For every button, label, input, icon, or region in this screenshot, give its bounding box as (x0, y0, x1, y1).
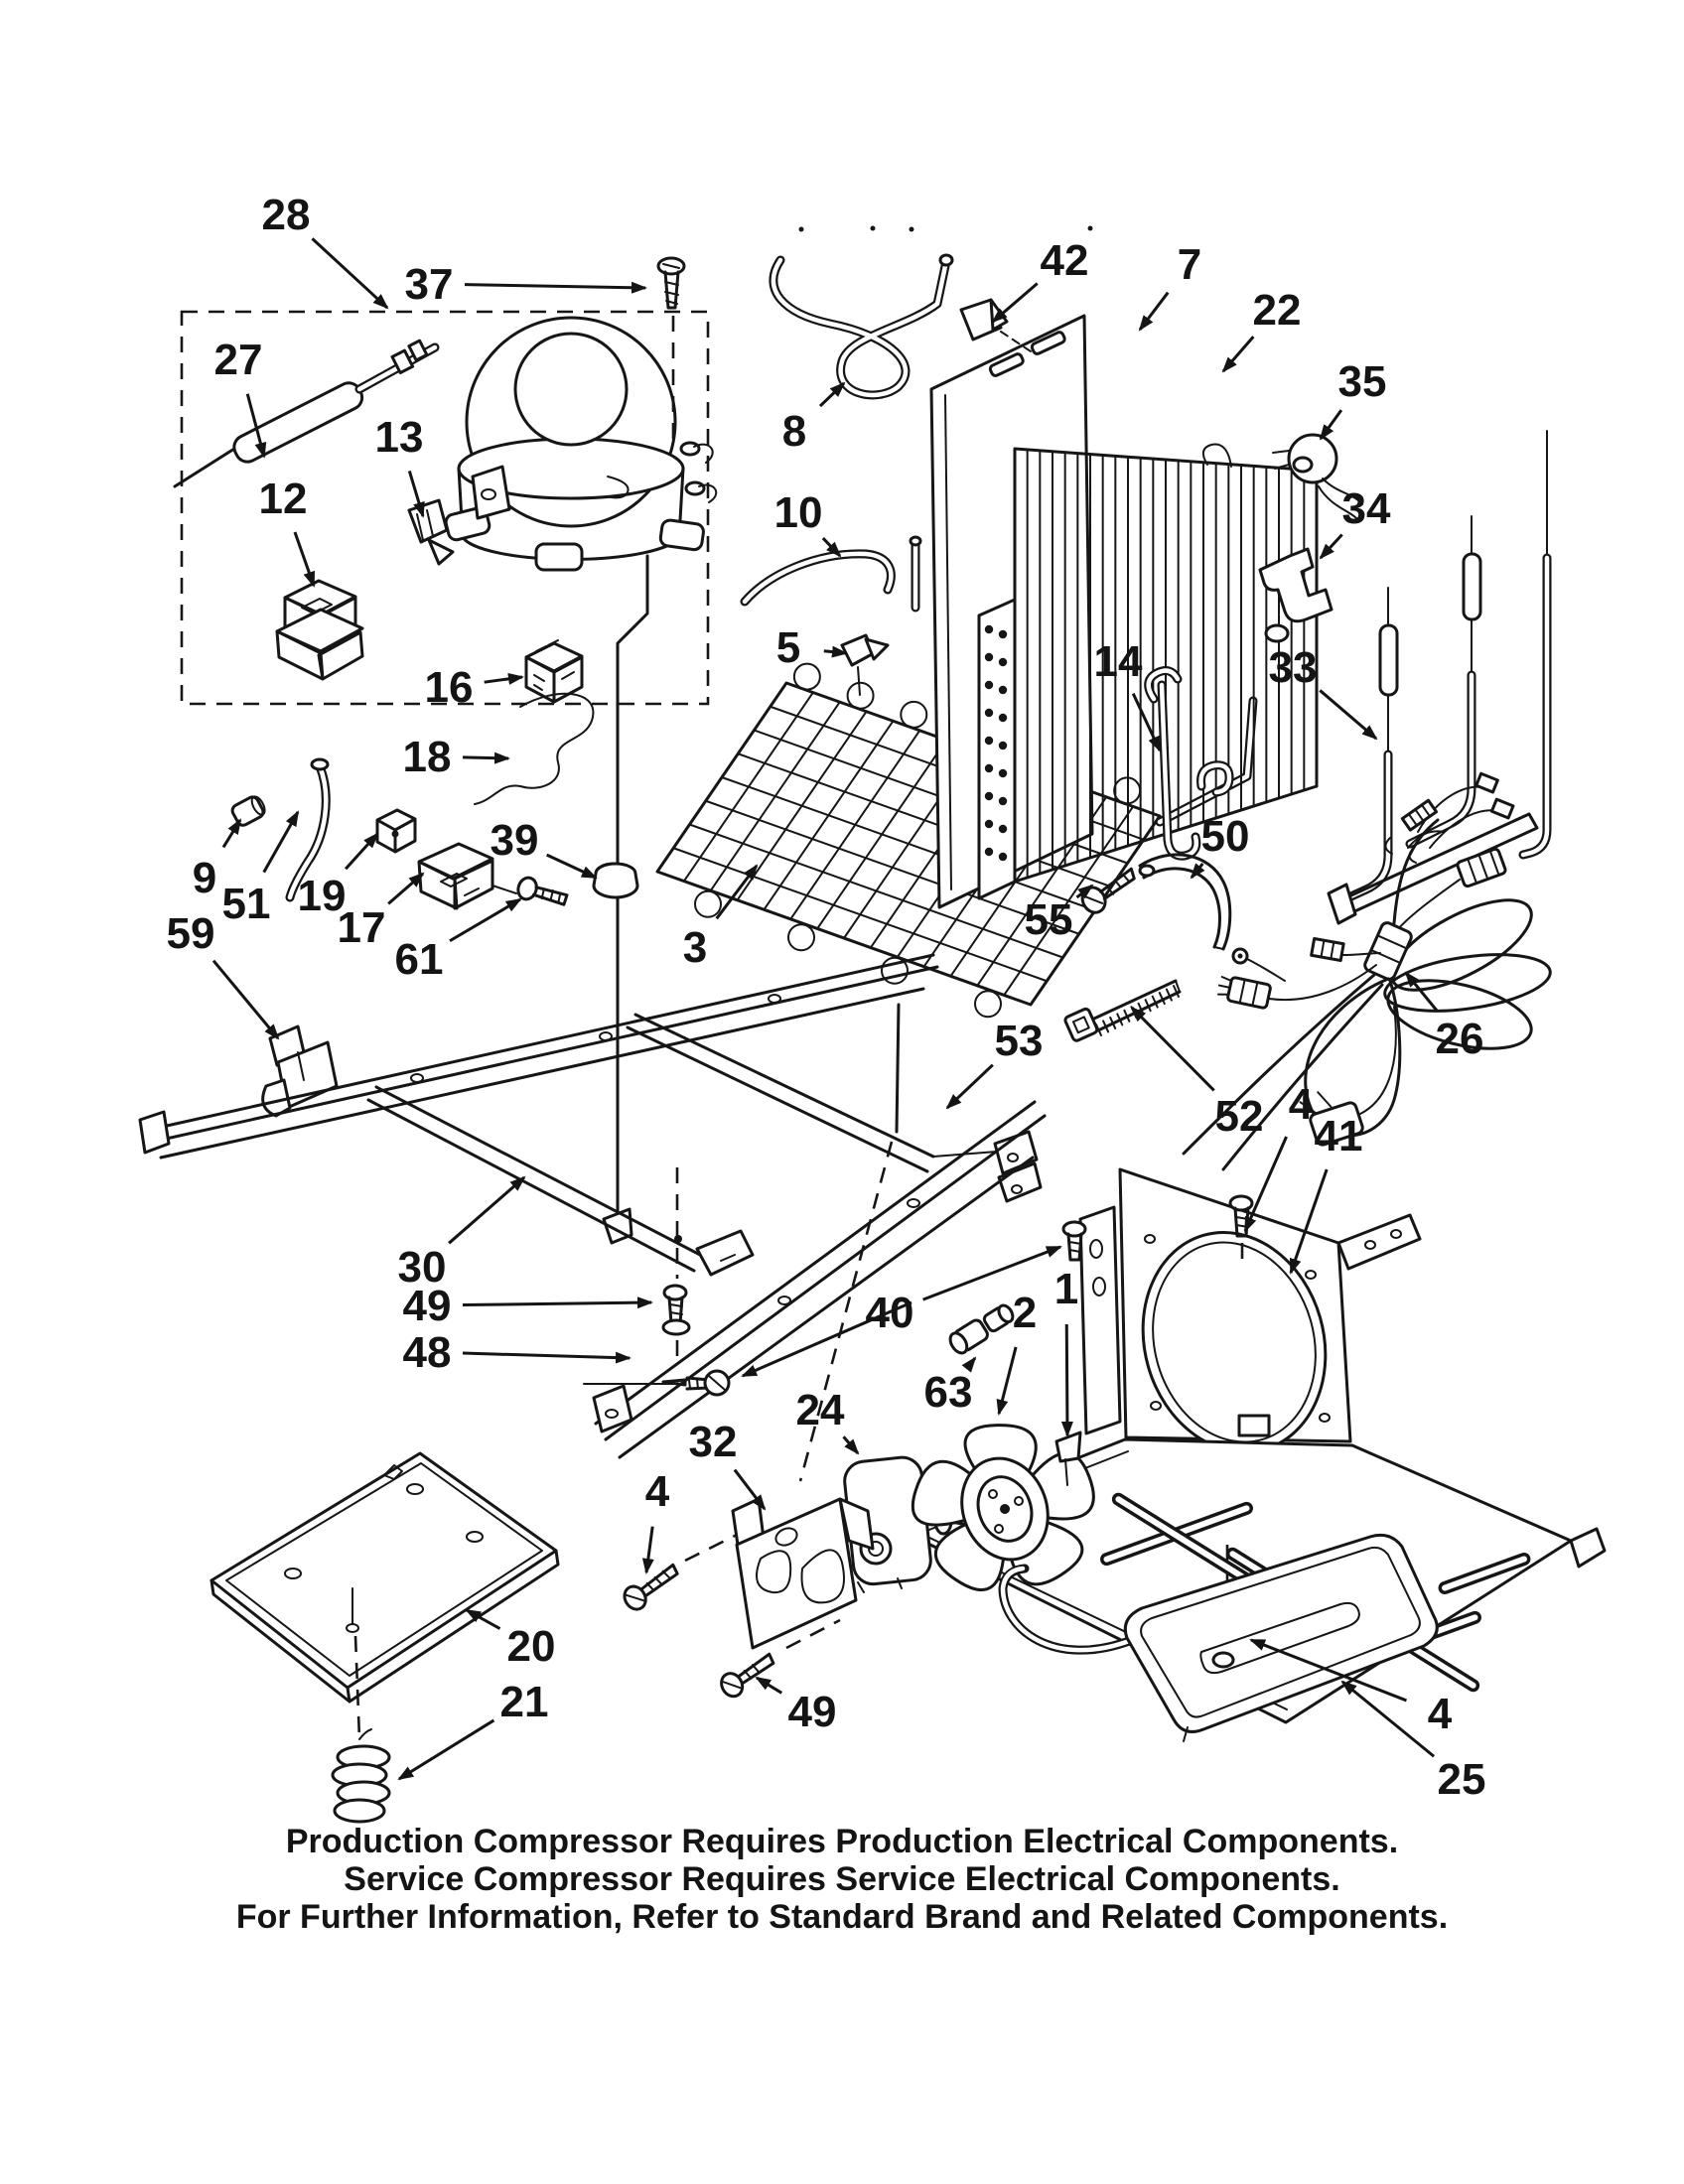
condenser-coil-dot (985, 792, 993, 800)
screw-40h (584, 1371, 729, 1395)
callout-label-7: 7 (1177, 240, 1202, 289)
callout-arrow-7 (1140, 293, 1168, 330)
condenser-coil-dot (985, 737, 993, 745)
callout-label-9: 9 (192, 854, 217, 902)
caption-line-2: Service Compressor Requires Service Electrical Components. (344, 1860, 1340, 1898)
evap-fin-line (684, 693, 813, 882)
condenser-coil-dot (985, 625, 993, 633)
callout-label-33: 33 (1268, 643, 1318, 692)
callout-label-55: 55 (1024, 895, 1073, 944)
callout-arrow-4 (1245, 1137, 1287, 1231)
callout-label-20: 20 (506, 1622, 556, 1671)
callout-arrow-16 (485, 677, 522, 682)
callout-label-30: 30 (397, 1243, 447, 1292)
diagram-caption (0, 1823, 1684, 1936)
callout-arrow-48 (463, 1353, 630, 1358)
callout-arrow-59 (213, 961, 278, 1038)
condenser-coil-dot (999, 742, 1007, 750)
callout-label-17: 17 (337, 903, 386, 952)
callout-arrow-21 (399, 1720, 493, 1779)
condenser-coil-dot (999, 769, 1007, 777)
caption-line-1: Production Compressor Requires Production Electrical Components. (285, 1823, 1399, 1860)
motor-bracket-32 (685, 1499, 873, 1648)
callout-arrow-49 (757, 1678, 781, 1693)
callout-label-39: 39 (490, 816, 539, 865)
condenser-coil-dot (985, 820, 993, 828)
relay-12 (277, 581, 362, 679)
callout-arrow-12 (295, 532, 314, 586)
condenser-clip-42 (961, 300, 1031, 351)
callout-label-63: 63 (923, 1368, 973, 1417)
compressor-line (604, 556, 647, 1243)
callout-label-34: 34 (1341, 484, 1391, 533)
callout-label-27: 27 (213, 336, 263, 384)
callout-label-37: 37 (404, 260, 454, 309)
callout-label-4: 4 (644, 1467, 670, 1516)
fan-shroud-41 (1118, 1169, 1420, 1473)
callout-arrow-28 (312, 238, 387, 308)
condenser-coil-dot (999, 797, 1007, 805)
callout-label-50: 50 (1200, 812, 1250, 861)
condenser-coil-dot (985, 764, 993, 772)
evap-hairpin-loop (975, 991, 1001, 1017)
condenser-tube-8 (773, 255, 952, 395)
callout-label-4: 4 (1288, 1080, 1314, 1129)
callout-arrow-4 (646, 1527, 652, 1572)
callout-arrow-40 (923, 1247, 1060, 1299)
callout-arrow-42 (993, 283, 1038, 322)
motor-coupler-63 (947, 1301, 1017, 1356)
frame-rails-30 (140, 955, 1041, 1275)
callout-arrow-35 (1321, 410, 1341, 439)
callout-arrow-52 (1132, 1008, 1214, 1090)
evap-fin-line (738, 712, 867, 900)
callout-label-42: 42 (1040, 236, 1089, 285)
callout-label-16: 16 (424, 663, 474, 712)
screw-4b (621, 1562, 684, 1613)
condenser-coil-dot (985, 681, 993, 689)
evap-fin-line (764, 721, 893, 909)
callout-arrow-34 (1321, 534, 1342, 558)
callout-label-41: 41 (1314, 1112, 1363, 1160)
condenser-coil-dot (999, 825, 1007, 833)
leader-arrow (743, 1302, 912, 1376)
condenser-coil-dot (999, 853, 1007, 861)
spacer-9 (230, 793, 268, 827)
condenser-coil-dot (999, 714, 1007, 722)
callout-arrow-1 (1066, 1324, 1067, 1435)
callout-label-13: 13 (374, 413, 424, 462)
callout-arrow-39 (547, 855, 596, 878)
callout-label-19: 19 (297, 872, 347, 920)
callout-label-10: 10 (773, 488, 823, 537)
callout-label-14: 14 (1093, 637, 1143, 686)
evap-fin-line (790, 731, 919, 919)
callout-arrow-5 (824, 651, 846, 653)
callout-label-51: 51 (221, 880, 271, 928)
callout-label-8: 8 (781, 407, 807, 456)
callout-label-32: 32 (688, 1418, 738, 1466)
evap-fin-line (817, 740, 946, 928)
callout-arrow-17 (388, 874, 423, 903)
block-19 (377, 810, 415, 852)
registration-dots (799, 226, 1093, 232)
evap-fin-line (711, 702, 840, 890)
callout-arrow-33 (1320, 690, 1376, 739)
condenser-coil-dot (985, 848, 993, 856)
cable-tie-52 (1064, 981, 1180, 1041)
callout-arrow-22 (1223, 337, 1253, 371)
callout-label-21: 21 (499, 1678, 549, 1726)
callout-arrow-8 (820, 383, 844, 406)
callout-arrow-51 (264, 812, 298, 873)
callout-label-2: 2 (1012, 1289, 1038, 1337)
grommet-39 (594, 864, 637, 897)
callout-label-40: 40 (865, 1289, 914, 1337)
callout-arrow-63 (970, 1358, 975, 1364)
callout-label-52: 52 (1214, 1092, 1264, 1141)
callout-arrow-49 (463, 1302, 651, 1305)
callout-label-59: 59 (166, 909, 215, 958)
callout-arrow-26 (1406, 973, 1437, 1011)
callout-arrow-37 (465, 285, 645, 288)
condenser-coil-dot (985, 653, 993, 661)
callout-label-18: 18 (402, 733, 452, 781)
bracket-34 (1260, 549, 1332, 641)
callout-label-22: 22 (1252, 286, 1302, 335)
callout-arrow-18 (463, 757, 508, 758)
callout-label-3: 3 (682, 923, 708, 972)
callout-label-48: 48 (402, 1328, 452, 1377)
callout-label-53: 53 (994, 1017, 1044, 1065)
overload-clip-13 (409, 500, 453, 564)
callout-label-25: 25 (1437, 1755, 1486, 1804)
callout-arrow-9 (223, 820, 240, 847)
callout-label-12: 12 (258, 475, 308, 523)
callout-label-5: 5 (775, 623, 801, 672)
callout-label-26: 26 (1435, 1015, 1484, 1063)
shroud-side-bracket (1080, 1207, 1120, 1433)
screw-49b (717, 1651, 778, 1701)
tube-clip-5 (842, 635, 888, 695)
callout-arrow-24 (844, 1436, 858, 1453)
evap-hairpin-loop (695, 891, 721, 917)
condenser-coil-dot (999, 658, 1007, 666)
caption-line-3: For Further Information, Refer to Standard Brand and Related Components. (235, 1898, 1449, 1936)
callout-label-1: 1 (1053, 1265, 1079, 1313)
callout-arrow-19 (346, 834, 377, 869)
callout-label-49: 49 (402, 1282, 452, 1330)
capacitor-16 (526, 640, 582, 702)
callout-arrow-53 (947, 1065, 993, 1108)
callout-label-49: 49 (787, 1688, 837, 1736)
callout-arrow-2 (999, 1347, 1016, 1414)
evap-hairpin-loop (788, 924, 814, 950)
condenser-coil-dot (999, 686, 1007, 694)
callout-label-4: 4 (1427, 1690, 1453, 1738)
compressor-illustration (444, 318, 716, 570)
callout-label-24: 24 (795, 1386, 845, 1434)
thermostat-wire-18 (475, 694, 593, 804)
condenser-coil-dot (985, 709, 993, 717)
callout-label-28: 28 (261, 191, 311, 239)
callout-label-61: 61 (394, 935, 444, 984)
callout-label-35: 35 (1337, 357, 1387, 406)
condenser-coil-dot (999, 630, 1007, 638)
callout-arrow-30 (449, 1177, 524, 1243)
bracket-50 (1140, 855, 1230, 949)
screw-61 (515, 876, 568, 911)
